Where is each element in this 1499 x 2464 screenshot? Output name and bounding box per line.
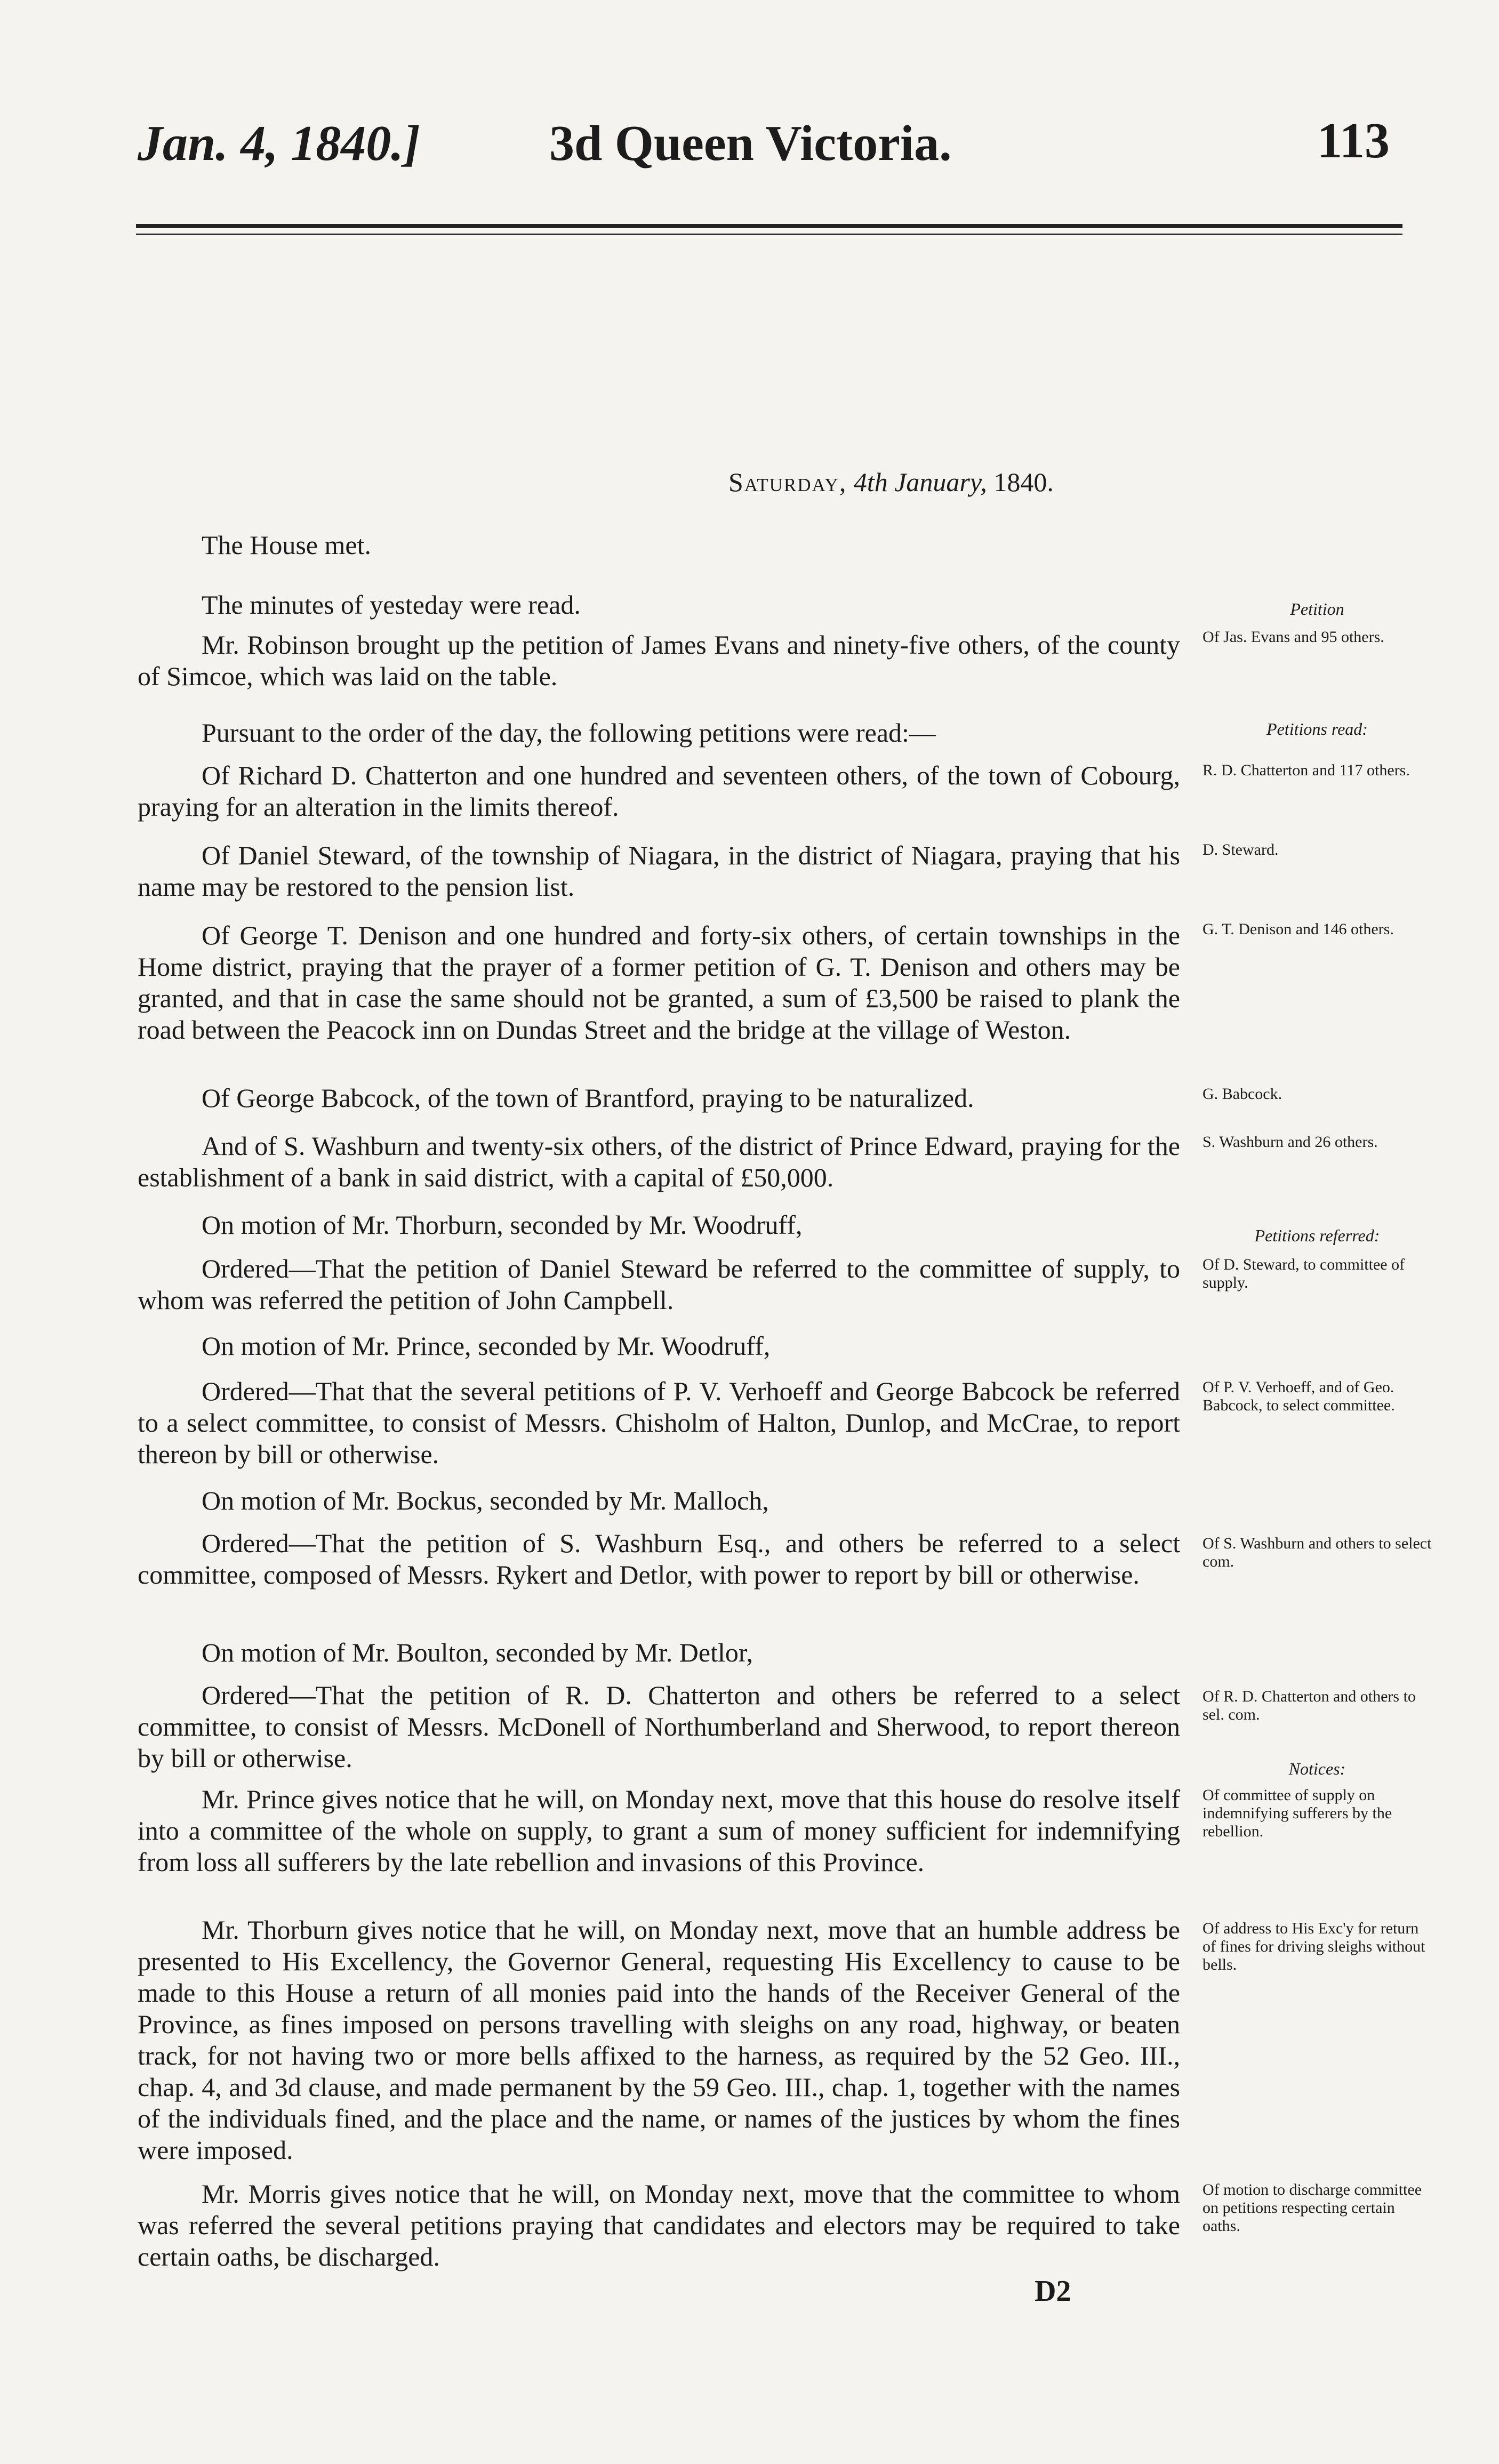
margin-note-petition-heading: Petition [1290,599,1344,619]
margin-note-referred-steward: Of D. Steward, to committee of supply. [1203,1256,1405,1291]
dateline [728,467,1054,497]
paragraph-motion-thorburn: On motion of Mr. Thorburn, seconded by Mr. Woodruff, [202,1210,803,1240]
margin-note-referred-washburn: Of S. Washburn and others to select com. [1203,1535,1432,1570]
paragraph-motion-prince: On motion of Mr. Prince, seconded by Mr. Woodruff, [202,1331,771,1361]
margin-note-notices-heading: Notices: [1288,1759,1346,1778]
margin-note-referred-chatterton: Of R. D. Chatterton and others to sel. com. [1203,1688,1416,1723]
paragraph-washburn: And of S. Washburn and twenty-six others, of the district of Prince Edward, praying for the establishment of a bank in said district, with a capital of £50,000. [138,1131,1180,1192]
dateline-year: 1840. [993,467,1054,497]
paragraph-house-met: The House met. [202,530,371,560]
running-head-date: Jan. 4, 1840.] [138,116,421,171]
paragraph-robinson-petition: Mr. Robinson brought up the petition of James Evans and ninety-five others, of the county of Simcoe, which was laid on the table. [138,630,1180,691]
margin-note-denison: G. T. Denison and 146 others. [1203,920,1394,938]
margin-note-petitions-referred-heading: Petitions referred: [1254,1226,1380,1245]
margin-note-petitions-read-heading: Petitions read: [1266,719,1368,739]
margin-note-steward: D. Steward. [1203,841,1279,858]
paragraph-ordered-verhoeff: Ordered—That that the several petitions of P. V. Verhoeff and George Babcock be referred to a select committee, to consist of Messrs. Chisholm of Halton, Dunlop, and McCrae, to report thereon by bill or otherwise. [138,1376,1180,1469]
margin-note-notice-fines: Of address to His Exc'y for return of fines for driving sleighs without bells. [1203,1920,1425,1973]
paragraph-ordered-chatterton: Ordered—That the petition of R. D. Chatterton and others be referred to a select committee, to consist of Messrs. McDonell of Northumberland and Sherwood, to report thereon by bill or otherwise. [138,1680,1180,1773]
paragraph-notice-prince: Mr. Prince gives notice that he will, on Monday next, move that this house do resolve itself into a committee of the whole on supply, to grant a sum of money sufficient for indemnifying from loss all sufferers by the late rebellion and invasions of this Province. [138,1784,1180,1877]
margin-note-washburn: S. Washburn and 26 others. [1203,1133,1378,1151]
paragraph-notice-morris: Mr. Morris gives notice that he will, on Monday next, move that the committee to whom was referred the several petitions praying that candidates and electors may be required to take certain oaths, be discharged. [138,2179,1180,2272]
paragraph-order-of-day: Pursuant to the order of the day, the following petitions were read:— [202,718,936,748]
paragraph-minutes: The minutes of yesteday were read. [202,590,581,620]
paragraph-ordered-steward: Ordered—That the petition of Daniel Steward be referred to the committee of supply, to whom was referred the petition of John Campbell. [138,1254,1180,1315]
page-number: 113 [1317,113,1390,168]
margin-note-notice-supply: Of committee of supply on indemnifying sufferers by the rebellion. [1203,1786,1392,1840]
paragraph-babcock: Of George Babcock, of the town of Brantford, praying to be naturalized. [202,1083,974,1113]
margin-note-evans: Of Jas. Evans and 95 others. [1203,628,1384,646]
header-rule-thin [136,234,1402,235]
paragraph-steward: Of Daniel Steward, of the township of Niagara, in the district of Niagara, praying that his name may be restored to the pension list. [138,840,1180,902]
margin-note-referred-verhoeff: Of P. V. Verhoeff, and of Geo. Babcock, to select committee. [1203,1378,1395,1414]
margin-note-notice-oaths: Of motion to discharge committee on petitions respecting certain oaths. [1203,2181,1422,2235]
dateline-weekday: Saturday, [728,467,847,497]
paragraph-notice-thorburn: Mr. Thorburn gives notice that he will, on Monday next, move that an humble address be presented to His Excellency, the Governor General, requesting His Excellency to cause to be made to this House a return of all monies paid into the hands of the Receiver General of the Province, as fines imposed on persons travelling with sleighs on any road, highway, or beaten track, for not having two or more bells affixed to the harness, as required by the 52 Geo. III., chap. 4, and 3d clause, and made permanent by the 59 Geo. III., chap. 1, together with the names of the individuals fined, and the place and the name, or names of the justices by whom the fines were imposed. [138,1915,1180,2165]
paragraph-denison: Of George T. Denison and one hundred and forty-six others, of certain townships in the Home district, praying that the prayer of a former petition of G. T. Denison and others may be granted, and that in case the same should not be granted, a sum of £3,500 be raised to plank the road between the Peacock inn on Dundas Street and the bridge at the village of Weston. [138,920,1180,1045]
paragraph-motion-boulton: On motion of Mr. Boulton, seconded by Mr. Detlor, [202,1638,753,1667]
running-head-title: 3d Queen Victoria. [549,116,952,171]
margin-note-babcock: G. Babcock. [1203,1085,1282,1103]
margin-note-chatterton: R. D. Chatterton and 117 others. [1203,761,1410,779]
signature-mark: D2 [1035,2275,1071,2308]
paragraph-chatterton: Of Richard D. Chatterton and one hundred and seventeen others, of the town of Cobourg, praying for an alteration in the limits thereof. [138,760,1180,822]
dateline-date: 4th January, [853,467,987,497]
paragraph-motion-bockus: On motion of Mr. Bockus, seconded by Mr. Malloch, [202,1486,769,1515]
header-rule-thick [136,224,1402,228]
paragraph-ordered-washburn: Ordered—That the petition of S. Washburn Esq., and others be referred to a select committee, composed of Messrs. Rykert and Detlor, with power to report by bill or otherwise. [138,1528,1180,1590]
